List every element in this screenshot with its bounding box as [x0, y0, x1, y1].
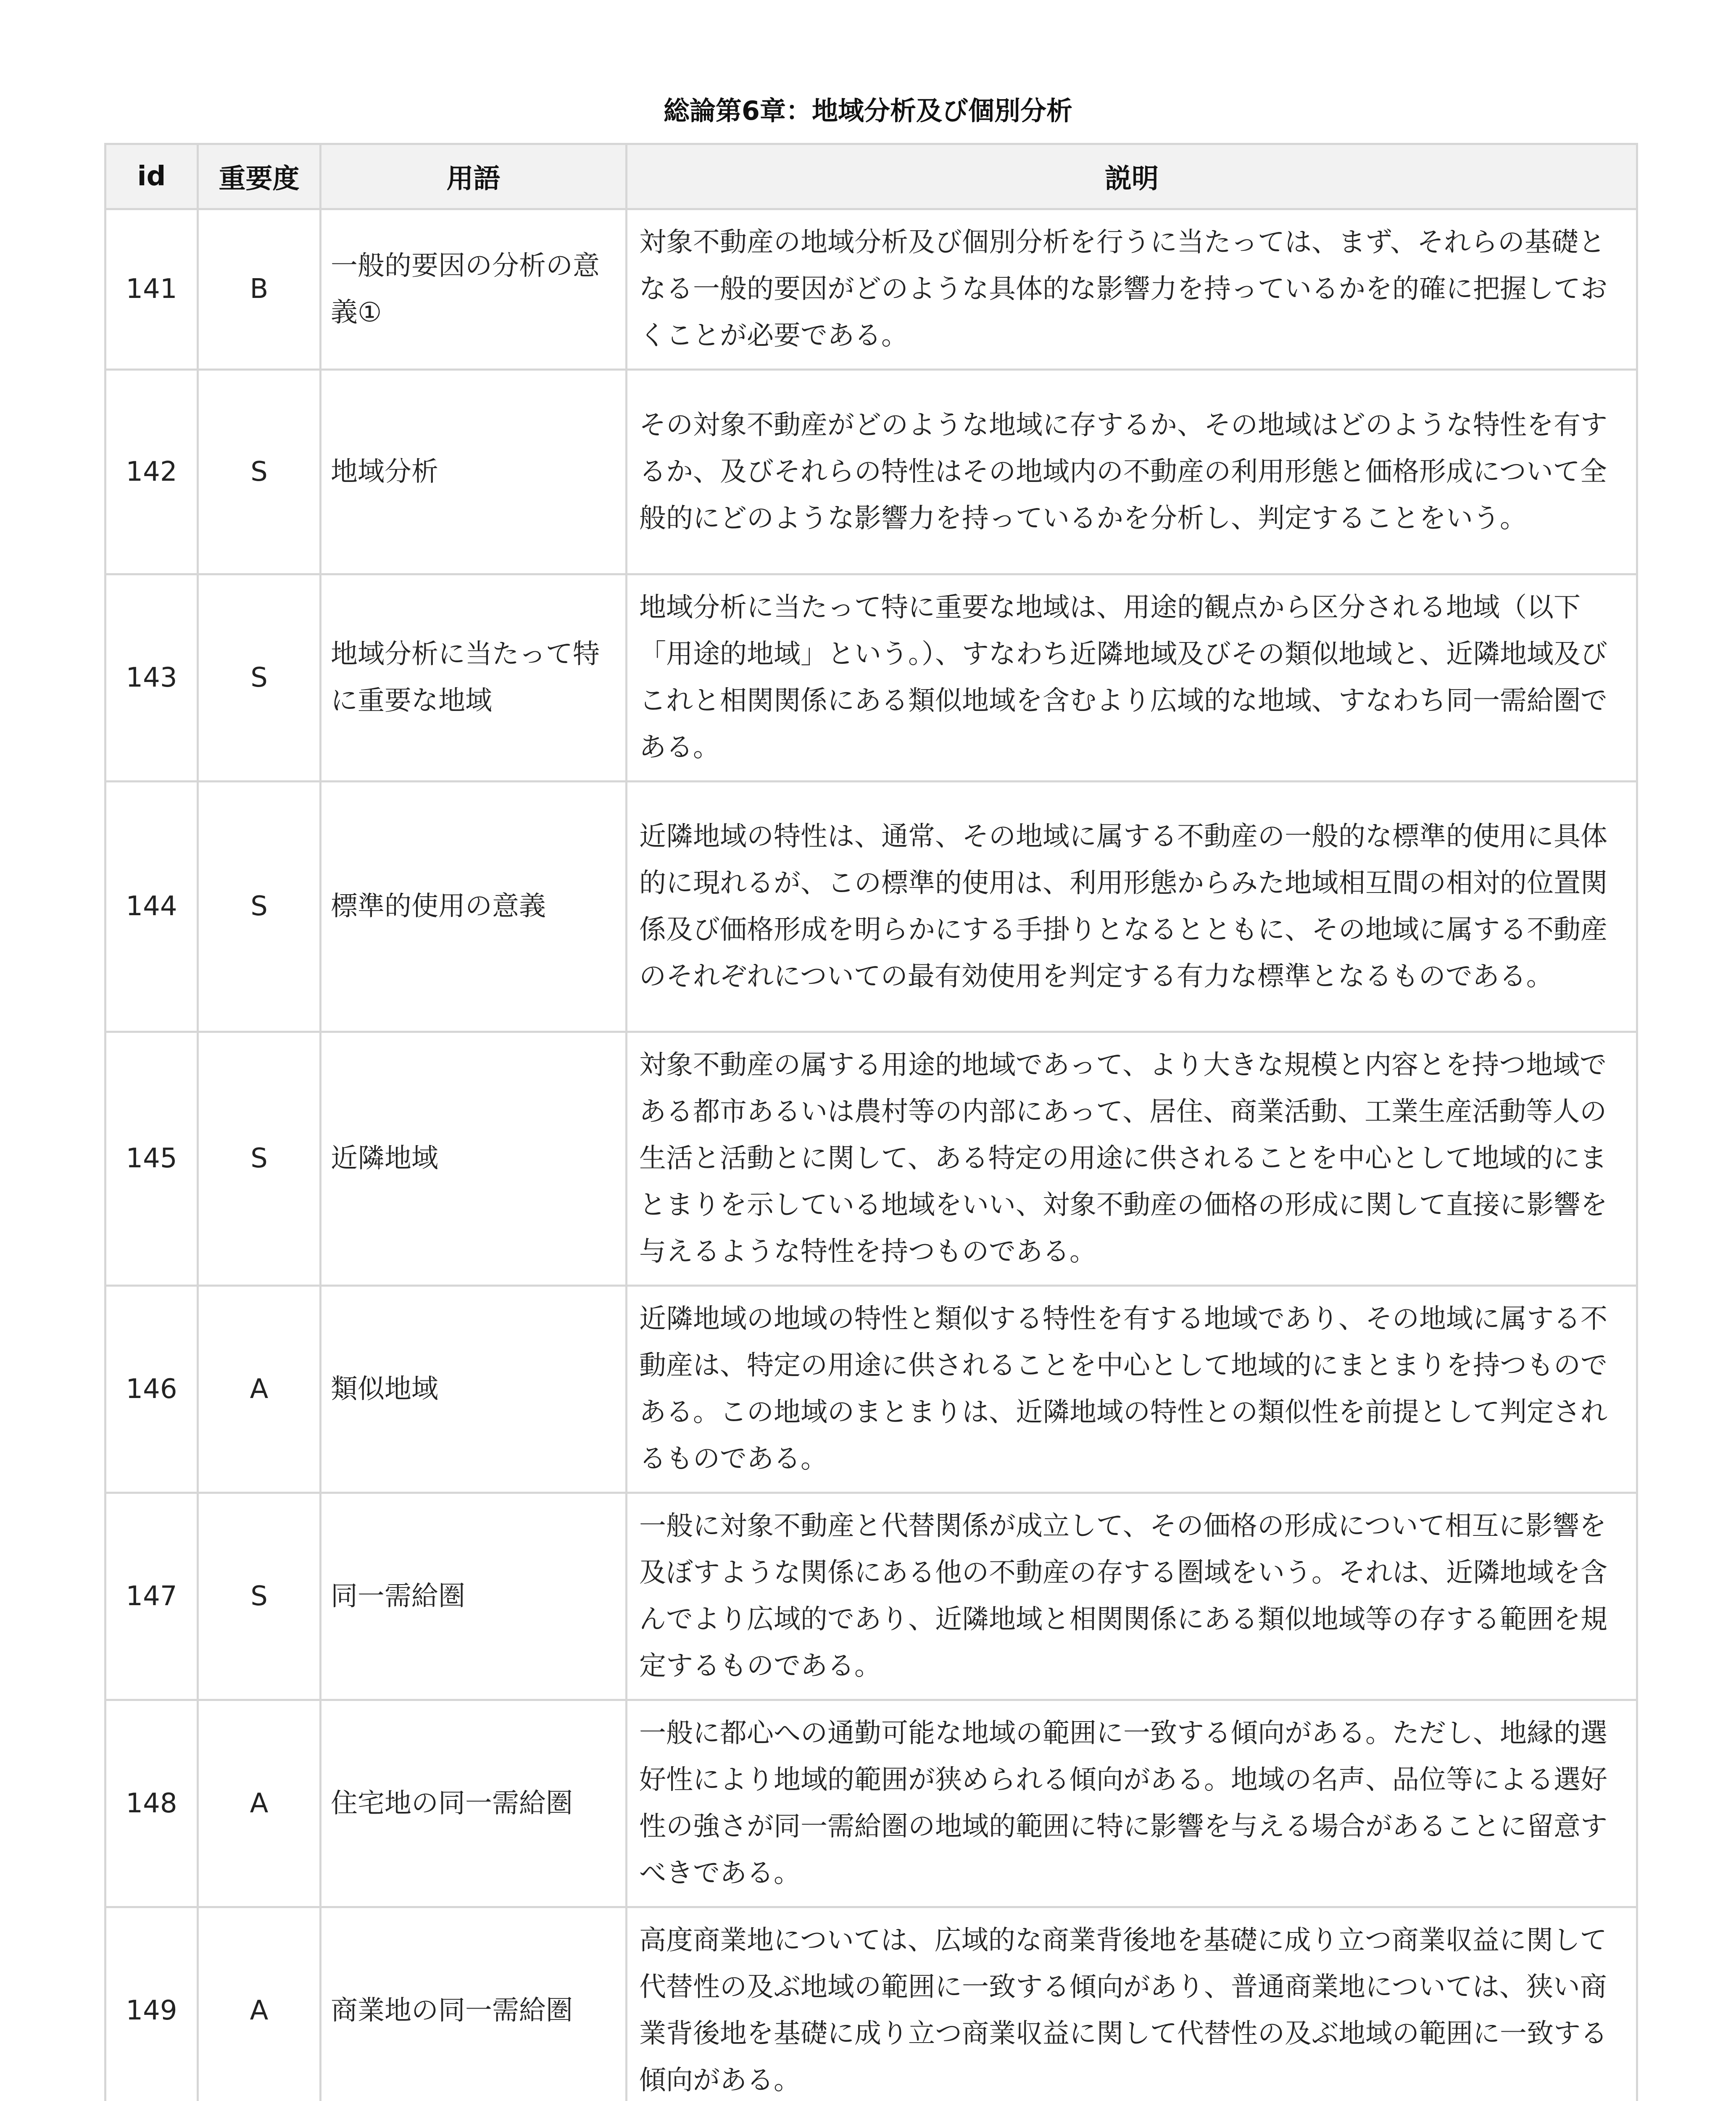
table-row — [105, 574, 1637, 782]
page-title: 総論第6章：地域分析及び個別分析 — [663, 95, 1073, 126]
cell-description: 対象不動産の属する用途的地域であって、より大きな規模と内容とを持つ地域である都市あるいは農村等の内部にあって、居住、商業活動、工業生産活動等人の生活と活動とに関して、ある特定の用途に供されることを中心として地域的にまとまりを示している地域をいい、対象不動産の価格の形成に関して直接に影響を与えるような特性を持つものである。 — [627, 1032, 1637, 1286]
cell-importance: S — [198, 1493, 321, 1700]
cell-id: 147 — [105, 1493, 198, 1700]
cell-term: 一般的要因の分析の意義① — [321, 209, 627, 370]
cell-importance: B — [198, 209, 321, 370]
table-row — [105, 209, 1637, 370]
cell-term: 住宅地の同一需給圏 — [321, 1700, 627, 1907]
cell-id: 143 — [105, 574, 198, 782]
cell-id: 144 — [105, 782, 198, 1032]
glossary-table — [104, 143, 1638, 2101]
cell-term: 同一需給圏 — [321, 1493, 627, 1700]
cell-importance: S — [198, 782, 321, 1032]
cell-importance: S — [198, 1032, 321, 1286]
cell-id: 142 — [105, 370, 198, 574]
column-header-description: 説明 — [627, 144, 1637, 209]
table-row — [105, 370, 1637, 574]
cell-description: 近隣地域の特性は、通常、その地域に属する不動産の一般的な標準的使用に具体的に現れるが、この標準的使用は、利用形態からみた地域相互間の相対的位置関係及び価格形成を明らかにする手掛りとなるとともに、その地域に属する不動産のそれぞれについての最有効使用を判定する有力な標準となるものである。 — [627, 782, 1637, 1032]
table-row — [105, 1700, 1637, 1907]
cell-description: 対象不動産の地域分析及び個別分析を行うに当たっては、まず、それらの基礎となる一般的要因がどのような具体的な影響力を持っているかを的確に把握しておくことが必要である。 — [627, 209, 1637, 370]
cell-term: 近隣地域 — [321, 1032, 627, 1286]
cell-description: 近隣地域の地域の特性と類似する特性を有する地域であり、その地域に属する不動産は、特定の用途に供されることを中心として地域的にまとまりを持つものである。この地域のまとまりは、近隣地域の特性との類似性を前提として判定されるものである。 — [627, 1286, 1637, 1493]
cell-id: 145 — [105, 1032, 198, 1286]
cell-importance: A — [198, 1286, 321, 1493]
table-row — [105, 782, 1637, 1032]
cell-id: 141 — [105, 209, 198, 370]
cell-description: 一般に対象不動産と代替関係が成立して、その価格の形成について相互に影響を及ぼすような関係にある他の不動産の存する圏域をいう。それは、近隣地域を含んでより広域的であり、近隣地域と相関関係にある類似地域等の存する範囲を規定するものである。 — [627, 1493, 1637, 1700]
column-header-id: id — [105, 144, 198, 209]
column-header-importance: 重要度 — [198, 144, 321, 209]
cell-importance: A — [198, 1700, 321, 1907]
cell-term: 地域分析に当たって特に重要な地域 — [321, 574, 627, 782]
cell-term: 類似地域 — [321, 1286, 627, 1493]
cell-importance: A — [198, 1907, 321, 2101]
cell-id: 146 — [105, 1286, 198, 1493]
cell-description: その対象不動産がどのような地域に存するか、その地域はどのような特性を有するか、及びそれらの特性はその地域内の不動産の利用形態と価格形成について全般的にどのような影響力を持っているかを分析し、判定することをいう。 — [627, 370, 1637, 574]
table-row — [105, 1286, 1637, 1493]
cell-term: 商業地の同一需給圏 — [321, 1907, 627, 2101]
cell-term: 地域分析 — [321, 370, 627, 574]
cell-id: 149 — [105, 1907, 198, 2101]
table-row — [105, 1907, 1637, 2101]
column-header-term: 用語 — [321, 144, 627, 209]
cell-id: 148 — [105, 1700, 198, 1907]
cell-importance: S — [198, 370, 321, 574]
table-row — [105, 1493, 1637, 1700]
cell-term: 標準的使用の意義 — [321, 782, 627, 1032]
cell-description: 一般に都心への通勤可能な地域の範囲に一致する傾向がある。ただし、地縁的選好性により地域的範囲が狭められる傾向がある。地域の名声、品位等による選好性の強さが同一需給圏の地域的範囲に特に影響を与える場合があることに留意すべきである。 — [627, 1700, 1637, 1907]
cell-description: 地域分析に当たって特に重要な地域は、用途的観点から区分される地域（以下「用途的地域」という。）、すなわち近隣地域及びその類似地域と、近隣地域及びこれと相関関係にある類似地域を含むより広域的な地域、すなわち同一需給圏である。 — [627, 574, 1637, 782]
cell-description: 高度商業地については、広域的な商業背後地を基礎に成り立つ商業収益に関して代替性の及ぶ地域の範囲に一致する傾向があり、普通商業地については、狭い商業背後地を基礎に成り立つ商業収益に関して代替性の及ぶ地域の範囲に一致する傾向がある。 — [627, 1907, 1637, 2101]
cell-importance: S — [198, 574, 321, 782]
table-row — [105, 1032, 1637, 1286]
table-header-row — [105, 144, 1637, 209]
